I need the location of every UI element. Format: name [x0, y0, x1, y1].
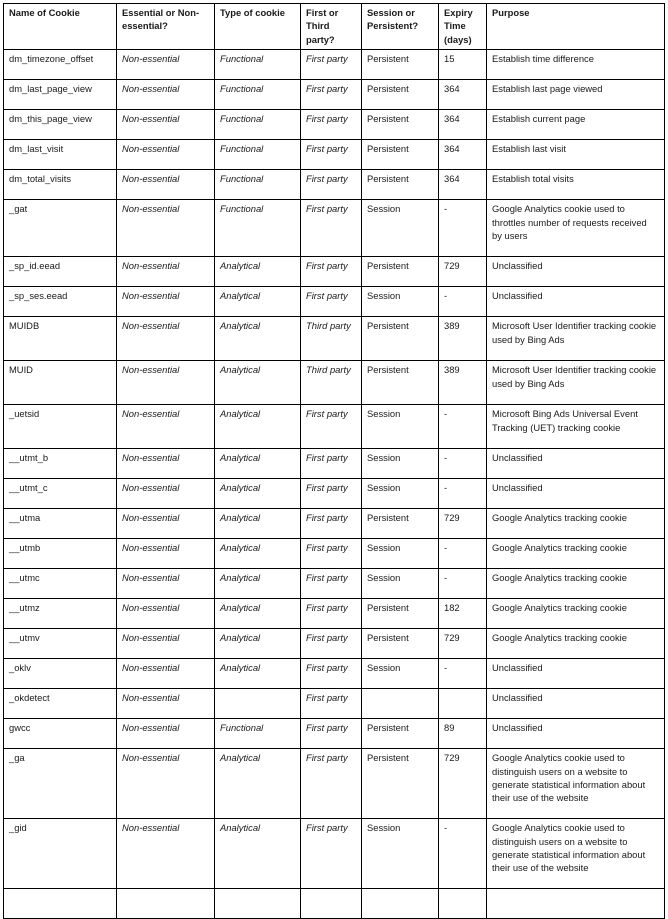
cell-cookie-name: _okdetect	[4, 689, 117, 719]
cell-purpose: Unclassified	[487, 449, 665, 479]
cell-expiry: -	[439, 287, 487, 317]
cell-expiry: -	[439, 479, 487, 509]
cell-expiry: 182	[439, 599, 487, 629]
table-row	[4, 317, 665, 361]
cell-type: Functional	[215, 110, 301, 140]
cell-essential: Non-essential	[117, 140, 215, 170]
cell-essential: Non-essential	[117, 569, 215, 599]
table-row	[4, 170, 665, 200]
cell-session: Session	[362, 287, 439, 317]
cell-expiry: 729	[439, 629, 487, 659]
header-cookie-name: Name of Cookie	[4, 4, 117, 50]
cell-expiry: 364	[439, 140, 487, 170]
cell-purpose: Establish total visits	[487, 170, 665, 200]
cell-session: Session	[362, 539, 439, 569]
cell-party: First party	[301, 80, 362, 110]
cell-essential: Non-essential	[117, 170, 215, 200]
cell-party: First party	[301, 719, 362, 749]
cell-purpose: Establish last page viewed	[487, 80, 665, 110]
cell-session: Persistent	[362, 140, 439, 170]
cell-expiry: -	[439, 200, 487, 257]
cell-cookie-name: MUIDB	[4, 317, 117, 361]
cell-type: Analytical	[215, 405, 301, 449]
table-row	[4, 749, 665, 819]
table-row	[4, 50, 665, 80]
cell-type: Analytical	[215, 287, 301, 317]
table-body	[4, 50, 665, 919]
cell-session: Persistent	[362, 749, 439, 819]
cell-expiry: 364	[439, 80, 487, 110]
header-expiry: Expiry Time (days)	[439, 4, 487, 50]
cell-expiry: 729	[439, 257, 487, 287]
table-row	[4, 449, 665, 479]
cell-expiry: 729	[439, 749, 487, 819]
cell-session: Session	[362, 819, 439, 889]
table-row	[4, 659, 665, 689]
cell-essential: Non-essential	[117, 257, 215, 287]
cell-party: First party	[301, 659, 362, 689]
table-row	[4, 405, 665, 449]
cell-party: Third party	[301, 317, 362, 361]
cell-session: Session	[362, 405, 439, 449]
cell-cookie-name: dm_this_page_view	[4, 110, 117, 140]
cell-essential: Non-essential	[117, 599, 215, 629]
cell-party: First party	[301, 50, 362, 80]
cell-session: Persistent	[362, 509, 439, 539]
cell-session: Session	[362, 200, 439, 257]
cell-session: Persistent	[362, 719, 439, 749]
cell-expiry: 89	[439, 719, 487, 749]
cell-cookie-name: _oklv	[4, 659, 117, 689]
cell-purpose: Google Analytics cookie used to throttles number of requests received by users	[487, 200, 665, 257]
cell-purpose: Establish time difference	[487, 50, 665, 80]
cell-type: Analytical	[215, 449, 301, 479]
cell-type: Functional	[215, 80, 301, 110]
cell-type: Analytical	[215, 257, 301, 287]
table-row	[4, 889, 665, 919]
cell-purpose: Establish last visit	[487, 140, 665, 170]
cell-expiry: 364	[439, 170, 487, 200]
cell-party: Third party	[301, 361, 362, 405]
cell-essential: Non-essential	[117, 659, 215, 689]
cell-expiry	[439, 889, 487, 919]
cell-purpose: Google Analytics tracking cookie	[487, 599, 665, 629]
cell-cookie-name: dm_last_visit	[4, 140, 117, 170]
cell-essential: Non-essential	[117, 80, 215, 110]
cell-type: Analytical	[215, 361, 301, 405]
cell-expiry: -	[439, 659, 487, 689]
cell-essential: Non-essential	[117, 361, 215, 405]
table-row	[4, 80, 665, 110]
cell-type: Functional	[215, 50, 301, 80]
cell-essential: Non-essential	[117, 317, 215, 361]
table-row	[4, 479, 665, 509]
cell-type: Analytical	[215, 509, 301, 539]
cell-essential: Non-essential	[117, 200, 215, 257]
cell-cookie-name: dm_total_visits	[4, 170, 117, 200]
table-row	[4, 200, 665, 257]
cell-cookie-name: __utma	[4, 509, 117, 539]
cell-type: Analytical	[215, 317, 301, 361]
table-row	[4, 599, 665, 629]
cell-session: Session	[362, 479, 439, 509]
cell-cookie-name: dm_last_page_view	[4, 80, 117, 110]
cell-party: First party	[301, 629, 362, 659]
cell-party: First party	[301, 140, 362, 170]
table-row	[4, 819, 665, 889]
table-row	[4, 629, 665, 659]
cell-cookie-name: _ga	[4, 749, 117, 819]
cell-party: First party	[301, 539, 362, 569]
cell-essential: Non-essential	[117, 749, 215, 819]
cell-essential: Non-essential	[117, 629, 215, 659]
cell-purpose: Google Analytics tracking cookie	[487, 509, 665, 539]
cell-cookie-name: __utmt_c	[4, 479, 117, 509]
cell-expiry: 729	[439, 509, 487, 539]
cell-essential: Non-essential	[117, 110, 215, 140]
cell-type: Functional	[215, 140, 301, 170]
cell-purpose: Unclassified	[487, 659, 665, 689]
table-row	[4, 719, 665, 749]
header-essential: Essential or Non-essential?	[117, 4, 215, 50]
cell-essential: Non-essential	[117, 479, 215, 509]
cell-purpose: Establish current page	[487, 110, 665, 140]
cell-expiry: -	[439, 539, 487, 569]
cell-session: Persistent	[362, 629, 439, 659]
cell-cookie-name: __utmt_b	[4, 449, 117, 479]
cell-expiry: -	[439, 569, 487, 599]
cell-party: First party	[301, 569, 362, 599]
cell-type: Functional	[215, 719, 301, 749]
table-header	[4, 4, 665, 50]
cell-session: Persistent	[362, 110, 439, 140]
header-session: Session or Persistent?	[362, 4, 439, 50]
cell-party: First party	[301, 405, 362, 449]
table-row	[4, 287, 665, 317]
cell-party: First party	[301, 819, 362, 889]
cell-party	[301, 889, 362, 919]
cell-purpose: Unclassified	[487, 287, 665, 317]
cell-session: Persistent	[362, 257, 439, 287]
cell-party: First party	[301, 689, 362, 719]
cell-purpose: Microsoft User Identifier tracking cookie used by Bing Ads	[487, 317, 665, 361]
cell-expiry: 389	[439, 317, 487, 361]
cell-party: First party	[301, 200, 362, 257]
cell-purpose	[487, 889, 665, 919]
cell-expiry: 364	[439, 110, 487, 140]
cell-cookie-name: dm_timezone_offset	[4, 50, 117, 80]
cell-cookie-name	[4, 889, 117, 919]
cell-expiry: -	[439, 819, 487, 889]
cell-cookie-name: __utmb	[4, 539, 117, 569]
cell-essential: Non-essential	[117, 449, 215, 479]
cell-essential: Non-essential	[117, 509, 215, 539]
cell-cookie-name: _sp_ses.eead	[4, 287, 117, 317]
cell-session: Persistent	[362, 170, 439, 200]
cell-party: First party	[301, 509, 362, 539]
cell-cookie-name: __utmz	[4, 599, 117, 629]
cell-cookie-name: __utmc	[4, 569, 117, 599]
cell-type: Analytical	[215, 569, 301, 599]
cell-purpose: Google Analytics cookie used to distinguish users on a website to generate statistical information about their use of the website	[487, 819, 665, 889]
header-party: First or Third party?	[301, 4, 362, 50]
cell-cookie-name: MUID	[4, 361, 117, 405]
cell-purpose: Unclassified	[487, 689, 665, 719]
cell-session	[362, 889, 439, 919]
cell-type: Functional	[215, 170, 301, 200]
cell-session: Session	[362, 659, 439, 689]
cell-essential	[117, 889, 215, 919]
cell-type: Analytical	[215, 539, 301, 569]
cell-cookie-name: _gat	[4, 200, 117, 257]
table-row	[4, 689, 665, 719]
cell-party: First party	[301, 257, 362, 287]
cell-purpose: Microsoft Bing Ads Universal Event Tracking (UET) tracking cookie	[487, 405, 665, 449]
table-row	[4, 539, 665, 569]
cell-purpose: Unclassified	[487, 479, 665, 509]
cell-cookie-name: _gid	[4, 819, 117, 889]
table-row	[4, 140, 665, 170]
cell-party: First party	[301, 599, 362, 629]
cell-essential: Non-essential	[117, 405, 215, 449]
cell-essential: Non-essential	[117, 50, 215, 80]
table-row	[4, 361, 665, 405]
cell-type: Analytical	[215, 819, 301, 889]
cell-session: Persistent	[362, 361, 439, 405]
cell-expiry	[439, 689, 487, 719]
cell-session: Session	[362, 569, 439, 599]
cell-type: Functional	[215, 200, 301, 257]
table-row	[4, 569, 665, 599]
cell-expiry: 15	[439, 50, 487, 80]
cell-cookie-name: __utmv	[4, 629, 117, 659]
cell-session: Persistent	[362, 317, 439, 361]
cell-purpose: Google Analytics tracking cookie	[487, 569, 665, 599]
cell-essential: Non-essential	[117, 689, 215, 719]
cell-party: First party	[301, 749, 362, 819]
cell-session: Persistent	[362, 50, 439, 80]
cell-session: Session	[362, 449, 439, 479]
cell-party: First party	[301, 110, 362, 140]
cell-type: Analytical	[215, 749, 301, 819]
cell-type: Analytical	[215, 629, 301, 659]
header-purpose: Purpose	[487, 4, 665, 50]
cell-essential: Non-essential	[117, 819, 215, 889]
cell-essential: Non-essential	[117, 287, 215, 317]
cell-party: First party	[301, 449, 362, 479]
cell-party: First party	[301, 479, 362, 509]
cell-type	[215, 889, 301, 919]
header-row	[4, 4, 665, 50]
cell-type: Analytical	[215, 479, 301, 509]
table-row	[4, 509, 665, 539]
cell-expiry: -	[439, 449, 487, 479]
cell-purpose: Google Analytics tracking cookie	[487, 629, 665, 659]
cell-session: Persistent	[362, 80, 439, 110]
cell-session	[362, 689, 439, 719]
cell-party: First party	[301, 170, 362, 200]
cell-cookie-name: gwcc	[4, 719, 117, 749]
cell-type: Analytical	[215, 659, 301, 689]
cell-type: Analytical	[215, 599, 301, 629]
cell-session: Persistent	[362, 599, 439, 629]
cell-purpose: Microsoft User Identifier tracking cookie used by Bing Ads	[487, 361, 665, 405]
cell-purpose: Google Analytics cookie used to distinguish users on a website to generate statistical information about their use of the website	[487, 749, 665, 819]
cell-essential: Non-essential	[117, 719, 215, 749]
cell-purpose: Unclassified	[487, 719, 665, 749]
table-row	[4, 257, 665, 287]
header-type: Type of cookie	[215, 4, 301, 50]
cell-expiry: 389	[439, 361, 487, 405]
cell-type	[215, 689, 301, 719]
cell-cookie-name: _sp_id.eead	[4, 257, 117, 287]
cell-cookie-name: _uetsid	[4, 405, 117, 449]
cell-purpose: Google Analytics tracking cookie	[487, 539, 665, 569]
table-row	[4, 110, 665, 140]
cookie-table	[3, 3, 665, 919]
cell-purpose: Unclassified	[487, 257, 665, 287]
cell-expiry: -	[439, 405, 487, 449]
cell-party: First party	[301, 287, 362, 317]
cell-essential: Non-essential	[117, 539, 215, 569]
